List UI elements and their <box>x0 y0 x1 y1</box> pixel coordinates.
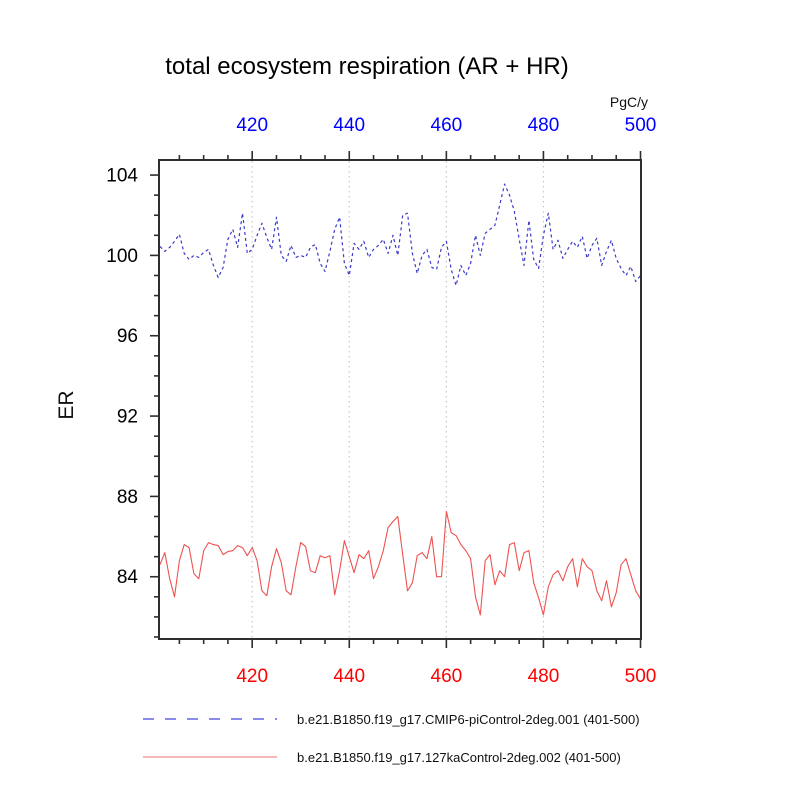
series-127kaControl-line <box>160 512 641 615</box>
legend-line-127kaControl <box>143 754 283 760</box>
y-axis-label: ER <box>55 390 78 420</box>
axis-unit-label: PgC/y <box>609 94 648 110</box>
svg-text:440: 440 <box>333 115 366 136</box>
svg-text:420: 420 <box>236 666 269 687</box>
legend-line-piControl <box>143 716 283 722</box>
bottom-axis-tick-labels <box>236 666 656 687</box>
svg-text:104: 104 <box>106 165 138 187</box>
svg-text:480: 480 <box>527 666 560 687</box>
svg-text:500: 500 <box>624 666 657 687</box>
chart-title: total ecosystem respiration (AR + HR) <box>165 53 569 80</box>
svg-text:88: 88 <box>116 486 138 508</box>
axis-ticks <box>150 151 641 648</box>
svg-text:96: 96 <box>116 326 138 348</box>
svg-text:440: 440 <box>333 666 366 687</box>
svg-text:92: 92 <box>116 406 138 428</box>
svg-text:420: 420 <box>236 115 269 136</box>
legend-label-127kaControl: b.e21.B1850.f19_g17.127kaControl-2deg.002 (401-500) <box>297 750 621 765</box>
svg-text:500: 500 <box>624 115 657 136</box>
legend-label-piControl: b.e21.B1850.f19_g17.CMIP6-piControl-2deg.001 (401-500) <box>297 712 640 727</box>
left-axis-tick-labels <box>106 166 138 589</box>
series-piControl-line <box>160 184 641 285</box>
top-axis-tick-labels <box>236 115 656 136</box>
svg-text:460: 460 <box>430 666 463 687</box>
svg-text:84: 84 <box>116 567 138 589</box>
svg-text:100: 100 <box>106 245 138 267</box>
svg-text:480: 480 <box>527 115 560 136</box>
svg-text:460: 460 <box>430 115 463 136</box>
